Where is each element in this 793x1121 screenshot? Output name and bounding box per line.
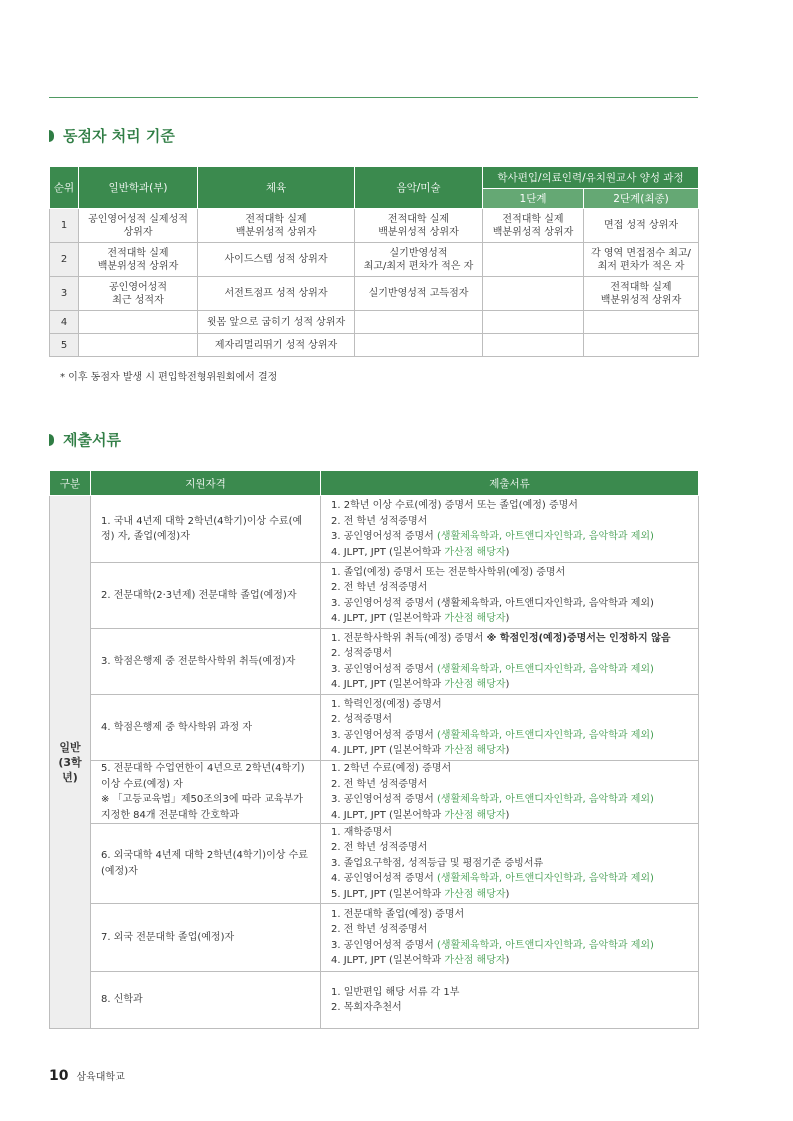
document-text: 2. 전 학년 성적증명서 — [331, 924, 428, 935]
music-art-cell: 전적대학 실제 백분위성적 상위자 — [355, 209, 483, 243]
music-art-cell: 실기반영성적 고득점자 — [355, 277, 483, 311]
document-item — [331, 646, 695, 662]
document-text: ※ 학점인정(예정)증명서는 인정하지 않음 — [486, 632, 671, 644]
documents-cell — [321, 563, 699, 629]
university-name: 삼육대학교 — [76, 1072, 125, 1083]
tie-section-title-text: 동점자 처리 기준 — [63, 127, 175, 145]
document-item — [331, 856, 695, 872]
qualification-header: 지원자격 — [91, 471, 321, 496]
documents-cell — [321, 761, 699, 824]
document-item — [331, 887, 695, 903]
document-text: 가산점 해당자 — [444, 546, 506, 558]
document-item — [331, 743, 695, 759]
general-cell — [79, 334, 198, 357]
documents-cell — [321, 904, 699, 972]
document-text: 3. 공인영어성적 증명서 (생활체육학과, 아트앤디자인학과, 음악학과 제외) — [331, 597, 654, 609]
document-text: 4. JLPT, JPT (일본어학과 — [331, 613, 445, 624]
document-text: 가산점 해당자 — [444, 745, 506, 756]
general-cell: 공인영어성적 실제성적 상위자 — [79, 209, 198, 243]
documents-table — [49, 470, 699, 1029]
page-footer — [49, 1068, 125, 1084]
general-cell: 공인영어성적 최근 성적자 — [79, 277, 198, 311]
document-text: 가산점 해당자 — [444, 613, 506, 624]
qualification-cell: 5. 전문대학 수업연한이 4년으로 2학년(4학기)이상 수료(예정) 자 ※ 「고등교육법」제50조의3에 따라 교육부가 지정한 84개 전문대학 간호학과 — [91, 761, 321, 824]
document-item — [331, 792, 695, 808]
document-text: 3. 공인영어성적 증명서 — [331, 729, 438, 741]
music-art-cell — [355, 334, 483, 357]
document-item — [331, 529, 695, 545]
document-row — [50, 761, 699, 824]
document-item — [331, 938, 695, 954]
music-art-cell — [355, 311, 483, 334]
document-text: 가산점 해당자 — [444, 955, 506, 966]
document-item — [331, 498, 695, 514]
documents-cell — [321, 695, 699, 761]
tie-break-table — [49, 166, 699, 357]
rank-cell: 1 — [50, 209, 79, 243]
documents-cell — [321, 629, 699, 695]
documents-cell — [321, 496, 699, 563]
tie-row — [50, 311, 699, 334]
document-text: (생활체육학과, 아트앤디자인학과, 음악학과 제외) — [437, 663, 654, 675]
stage1-cell — [483, 334, 584, 357]
document-text: 3. 공인영어성적 증명서 — [331, 531, 438, 542]
pe-cell: 전적대학 실제 백분위성적 상위자 — [198, 209, 355, 243]
document-item — [331, 728, 695, 744]
pe-header: 체육 — [198, 167, 355, 209]
document-item — [331, 712, 695, 728]
stage2-cell: 전적대학 실제 백분위성적 상위자 — [584, 277, 699, 311]
document-text: 1. 재학증명서 — [331, 826, 393, 838]
document-text: 1. 2학년 수료(예정) 증명서 — [331, 763, 452, 774]
rank-header: 순위 — [50, 167, 79, 209]
document-text: ) — [505, 546, 510, 558]
rank-cell: 4 — [50, 311, 79, 334]
stage1-cell — [483, 311, 584, 334]
document-text: 3. 공인영어성적 증명서 — [331, 663, 438, 675]
stage1-header: 1단계 — [483, 189, 584, 209]
section-marker-icon — [49, 434, 54, 446]
document-text: (생활체육학과, 아트앤디자인학과, 음악학과 제외) — [437, 531, 654, 542]
stage1-cell — [483, 277, 584, 311]
documents-cell — [321, 824, 699, 904]
document-text: 5. JLPT, JPT (일본어학과 — [331, 888, 445, 900]
document-text: 2. 전 학년 성적증명서 — [331, 778, 428, 790]
document-text: 1. 전문학사학위 취득(예정) 증명서 — [331, 632, 487, 644]
docs-section-title-text: 제출서류 — [63, 431, 121, 449]
document-text: 가산점 해당자 — [444, 888, 506, 900]
document-text: 4. JLPT, JPT (일본어학과 — [331, 955, 445, 966]
document-item — [331, 514, 695, 530]
document-text: 1. 학력인정(예정) 증명서 — [331, 698, 442, 710]
tie-section-title — [49, 125, 175, 146]
document-text: 3. 졸업요구학점, 성적등급 및 평점기준 증빙서류 — [331, 857, 544, 869]
rank-cell: 2 — [50, 243, 79, 277]
category-header: 구분 — [50, 471, 91, 496]
document-item — [331, 840, 695, 856]
document-item — [331, 777, 695, 793]
document-text: 2. 목회자추천서 — [331, 1002, 402, 1013]
document-item — [331, 907, 695, 923]
rank-cell: 5 — [50, 334, 79, 357]
document-item — [331, 596, 695, 612]
document-row — [50, 629, 699, 695]
document-text: 1. 졸업(예정) 증명서 또는 전문학사학위(예정) 증명서 — [331, 566, 566, 578]
music-art-cell: 실기반영성적 최고/최저 편차가 적은 자 — [355, 243, 483, 277]
document-item — [331, 677, 695, 693]
stage1-cell — [483, 243, 584, 277]
document-text: (생활체육학과, 아트앤디자인학과, 음악학과 제외) — [437, 794, 654, 805]
document-row — [50, 824, 699, 904]
document-text: ) — [505, 888, 510, 900]
pe-cell: 서전트점프 성적 상위자 — [198, 277, 355, 311]
top-divider — [49, 97, 698, 98]
document-text: 2. 성적증명서 — [331, 714, 393, 725]
documents-cell — [321, 972, 699, 1029]
document-item — [331, 825, 695, 841]
docs-header-row — [50, 471, 699, 496]
section-marker-icon — [49, 130, 54, 142]
document-item — [331, 985, 695, 1001]
document-item — [331, 580, 695, 596]
document-text: 1. 2학년 이상 수료(예정) 증명서 또는 졸업(예정) 증명서 — [331, 500, 578, 511]
document-row — [50, 695, 699, 761]
qualification-cell: 8. 신학과 — [91, 972, 321, 1029]
stage1-cell: 전적대학 실제 백분위성적 상위자 — [483, 209, 584, 243]
qualification-cell: 1. 국내 4년제 대학 2학년(4학기)이상 수료(예정) 자, 졸업(예정)자 — [91, 496, 321, 563]
document-item — [331, 611, 695, 627]
document-text: 4. JLPT, JPT (일본어학과 — [331, 546, 445, 558]
document-item — [331, 761, 695, 777]
document-text: 가산점 해당자 — [444, 809, 506, 821]
pe-cell: 윗몸 앞으로 굽히기 성적 상위자 — [198, 311, 355, 334]
document-text: 3. 공인영어성적 증명서 — [331, 939, 438, 951]
stage2-header: 2단계(최종) — [584, 189, 699, 209]
document-row — [50, 972, 699, 1029]
stage2-cell: 면접 성적 상위자 — [584, 209, 699, 243]
document-text: 2. 전 학년 성적증명서 — [331, 515, 428, 527]
music-art-header: 음악/미술 — [355, 167, 483, 209]
general-cell — [79, 311, 198, 334]
document-item — [331, 922, 695, 938]
special-course-header: 학사편입/의료인력/유치원교사 양성 과정 — [483, 167, 699, 189]
stage2-cell — [584, 334, 699, 357]
tie-row — [50, 209, 699, 243]
document-item — [331, 808, 695, 824]
tie-row — [50, 277, 699, 311]
document-text: 2. 전 학년 성적증명서 — [331, 582, 428, 593]
document-text: (생활체육학과, 아트앤디자인학과, 음악학과 제외) — [437, 729, 654, 741]
general-cell: 전적대학 실제 백분위성적 상위자 — [79, 243, 198, 277]
document-item — [331, 631, 695, 647]
document-item — [331, 662, 695, 678]
document-text: 1. 전문대학 졸업(예정) 증명서 — [331, 908, 465, 920]
document-text: 4. JLPT, JPT (일본어학과 — [331, 745, 445, 756]
document-item — [331, 565, 695, 581]
tie-header-row — [50, 167, 699, 189]
document-text: 4. JLPT, JPT (일본어학과 — [331, 679, 445, 690]
document-text: ) — [505, 613, 510, 624]
documents-table-body — [50, 496, 699, 1029]
tie-note: * 이후 동점자 발생 시 편입학전형위원회에서 결정 — [60, 372, 278, 383]
pe-cell: 제자리멀리뛰기 성적 상위자 — [198, 334, 355, 357]
stage2-cell — [584, 311, 699, 334]
pe-cell: 사이드스텝 성적 상위자 — [198, 243, 355, 277]
qualification-cell: 4. 학점은행제 중 학사학위 과정 자 — [91, 695, 321, 761]
tie-row — [50, 334, 699, 357]
document-text: 3. 공인영어성적 증명서 — [331, 794, 438, 805]
document-text: 1. 일반편입 해당 서류 각 1부 — [331, 986, 460, 998]
document-item — [331, 697, 695, 713]
document-text: (생활체육학과, 아트앤디자인학과, 음악학과 제외) — [437, 873, 654, 885]
document-row — [50, 904, 699, 972]
document-item — [331, 545, 695, 561]
tie-table-body — [50, 209, 699, 357]
document-text: 가산점 해당자 — [444, 679, 506, 690]
documents-header: 제출서류 — [321, 471, 699, 496]
document-item — [331, 1000, 695, 1016]
document-item — [331, 953, 695, 969]
document-text: (생활체육학과, 아트앤디자인학과, 음악학과 제외) — [437, 939, 654, 951]
document-item — [331, 871, 695, 887]
document-text: ) — [505, 745, 510, 756]
page-number: 10 — [49, 1068, 69, 1084]
qualification-cell: 6. 외국대학 4년제 대학 2학년(4학기)이상 수료(예정)자 — [91, 824, 321, 904]
document-text: ) — [505, 679, 510, 690]
qualification-cell: 7. 외국 전문대학 졸업(예정)자 — [91, 904, 321, 972]
document-text: ) — [505, 809, 510, 821]
document-row — [50, 496, 699, 563]
group-label: 일반 (3학년) — [50, 496, 91, 1029]
document-text: 2. 전 학년 성적증명서 — [331, 842, 428, 854]
document-text: ) — [505, 955, 510, 966]
document-row — [50, 563, 699, 629]
qualification-cell: 3. 학점은행제 중 전문학사학위 취득(예정)자 — [91, 629, 321, 695]
document-text: 2. 성적증명서 — [331, 648, 393, 659]
rank-cell: 3 — [50, 277, 79, 311]
general-header: 일반학과(부) — [79, 167, 198, 209]
document-text: 4. JLPT, JPT (일본어학과 — [331, 809, 445, 821]
stage2-cell: 각 영역 면접점수 최고/ 최저 편차가 적은 자 — [584, 243, 699, 277]
tie-row — [50, 243, 699, 277]
document-text: 4. 공인영어성적 증명서 — [331, 873, 438, 885]
docs-section-title — [49, 429, 121, 450]
qualification-cell: 2. 전문대학(2·3년제) 전문대학 졸업(예정)자 — [91, 563, 321, 629]
